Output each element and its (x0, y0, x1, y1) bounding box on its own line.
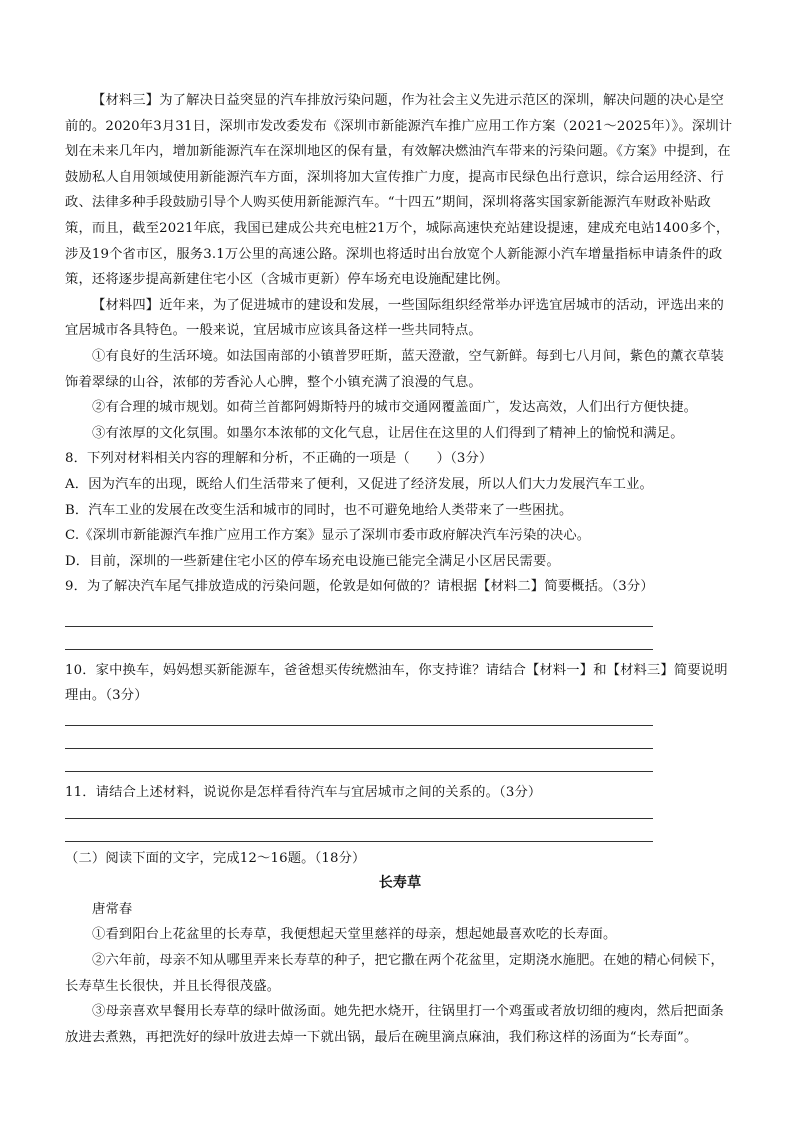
essay-paragraph: ①看到阳台上花盆里的长寿草，我便想起天堂里慈祥的母亲，想起她最喜欢吃的长寿面。 (92, 927, 617, 943)
question-10: 10．家中换车，妈妈想买新能源车，爸爸想买传统燃油车，你支持谁？请结合【材料一】和【材料三】简要说明理由。（3分） (65, 662, 728, 704)
question-8-option-a: A．因为汽车的出现，既给人们生活带来了便利，又促进了经济发展，所以人们大力发展汽车工业。 (65, 476, 653, 492)
essay-author: 唐常春 (92, 901, 133, 917)
essay-paragraph: ②六年前，母亲不知从哪里弄来长寿草的种子，把它撒在两个花盆里，定期浇水施肥。在她的精心伺候下，长寿草生长很快，并且长得很茂盛。 (65, 953, 725, 994)
question-8-option-b: B．汽车工业的发展在改变生活和城市的同时，也不可避免地给人类带来了一些困扰。 (65, 502, 573, 518)
section-2-heading: （二）阅读下面的文字，完成12～16题。（18分） (65, 850, 366, 866)
material-3-paragraph: 【材料三】为了解决日益突显的汽车排放污染问题，作为社会主义先进示范区的深圳，解决问题的决心是空前的。2020年3月31日，深圳市发改委发布《深圳市新能源汽车推广应用工作方案（2021～2025年）》。深圳计划在未来几年内，增加新能源汽车在深圳地区的保有量，有效解决燃油汽车带来的污染问题。《方案》中提到，在鼓励私人自用领域使用新能源汽车方面，深圳将加大宣传推广力度，提高市民绿色出行意识，综合运用经济、行政、法律多种手段鼓励引导个人购买使用新能源汽车。“十四五”期间，深圳将落实国家新能源汽车财政补贴政策，而且，截至2021年底，我国已建成公共充电桩21万个，城际高速快充站建设提速，建成充电站1400多个，涉及19个省市区，服务3.1万公里的高速公路。深圳也将适时出台放宽个人新能源小汽车增量指标申请条件的政策，还将逐步提高新建住宅小区（含城市更新）停车场充电设施配建比例。 (65, 93, 733, 288)
material-4-paragraph: 【材料四】近年来，为了促进城市的建设和发展，一些国际组织经常举办评选宜居城市的活动，评选出来的宜居城市各具特色。一般来说，宜居城市应该具备这样一些共同特点。 (65, 297, 725, 339)
question-11: 11．请结合上述材料，说说你是怎样看待汽车与宜居城市之间的关系的。（3分） (65, 785, 542, 801)
question-9: 9．为了解决汽车尾气排放造成的污染问题，伦敦是如何做的？请根据【材料二】简要概括。（3分） (65, 579, 654, 595)
essay-paragraph: ③母亲喜欢早餐用长寿草的绿叶做汤面。她先把水烧开，往锅里打一个鸡蛋或者放切细的瘦肉，然后把面条放进去煮熟，再把洗好的绿叶放进去焯一下就出锅，最后在碗里滴点麻油，我们称这样的汤面为“长寿面”。 (65, 1004, 725, 1045)
question-8-stem: 8．下列对材料相关内容的理解和分析，不正确的一项是（ ）（3分） (65, 451, 493, 467)
page-content (65, 88, 735, 1050)
feature-item: ①有良好的生活环境。如法国南部的小镇普罗旺斯，蓝天澄澈，空气新鲜。每到七八月间，紫色的薰衣草装饰着翠绿的山谷，浓郁的芳香沁人心脾，整个小镇充满了浪漫的气息。 (65, 348, 725, 390)
question-8-option-c: C.《深圳市新能源汽车推广应用工作方案》显示了深圳市委市政府解决汽车污染的决心。 (65, 528, 591, 544)
feature-item: ③有浓厚的文化氛围。如墨尔本浓郁的文化气息，让居住在这里的人们得到了精神上的愉悦和满足。 (92, 425, 684, 441)
essay-title: 长寿草 (378, 875, 422, 892)
question-8-option-d: D．目前，深圳的一些新建住宅小区的停车场充电设施已能完全满足小区居民需要。 (65, 553, 560, 569)
feature-item: ②有合理的城市规划。如荷兰首都阿姆斯特丹的城市交通网覆盖面广，发达高效，人们出行方便快捷。 (92, 400, 698, 416)
